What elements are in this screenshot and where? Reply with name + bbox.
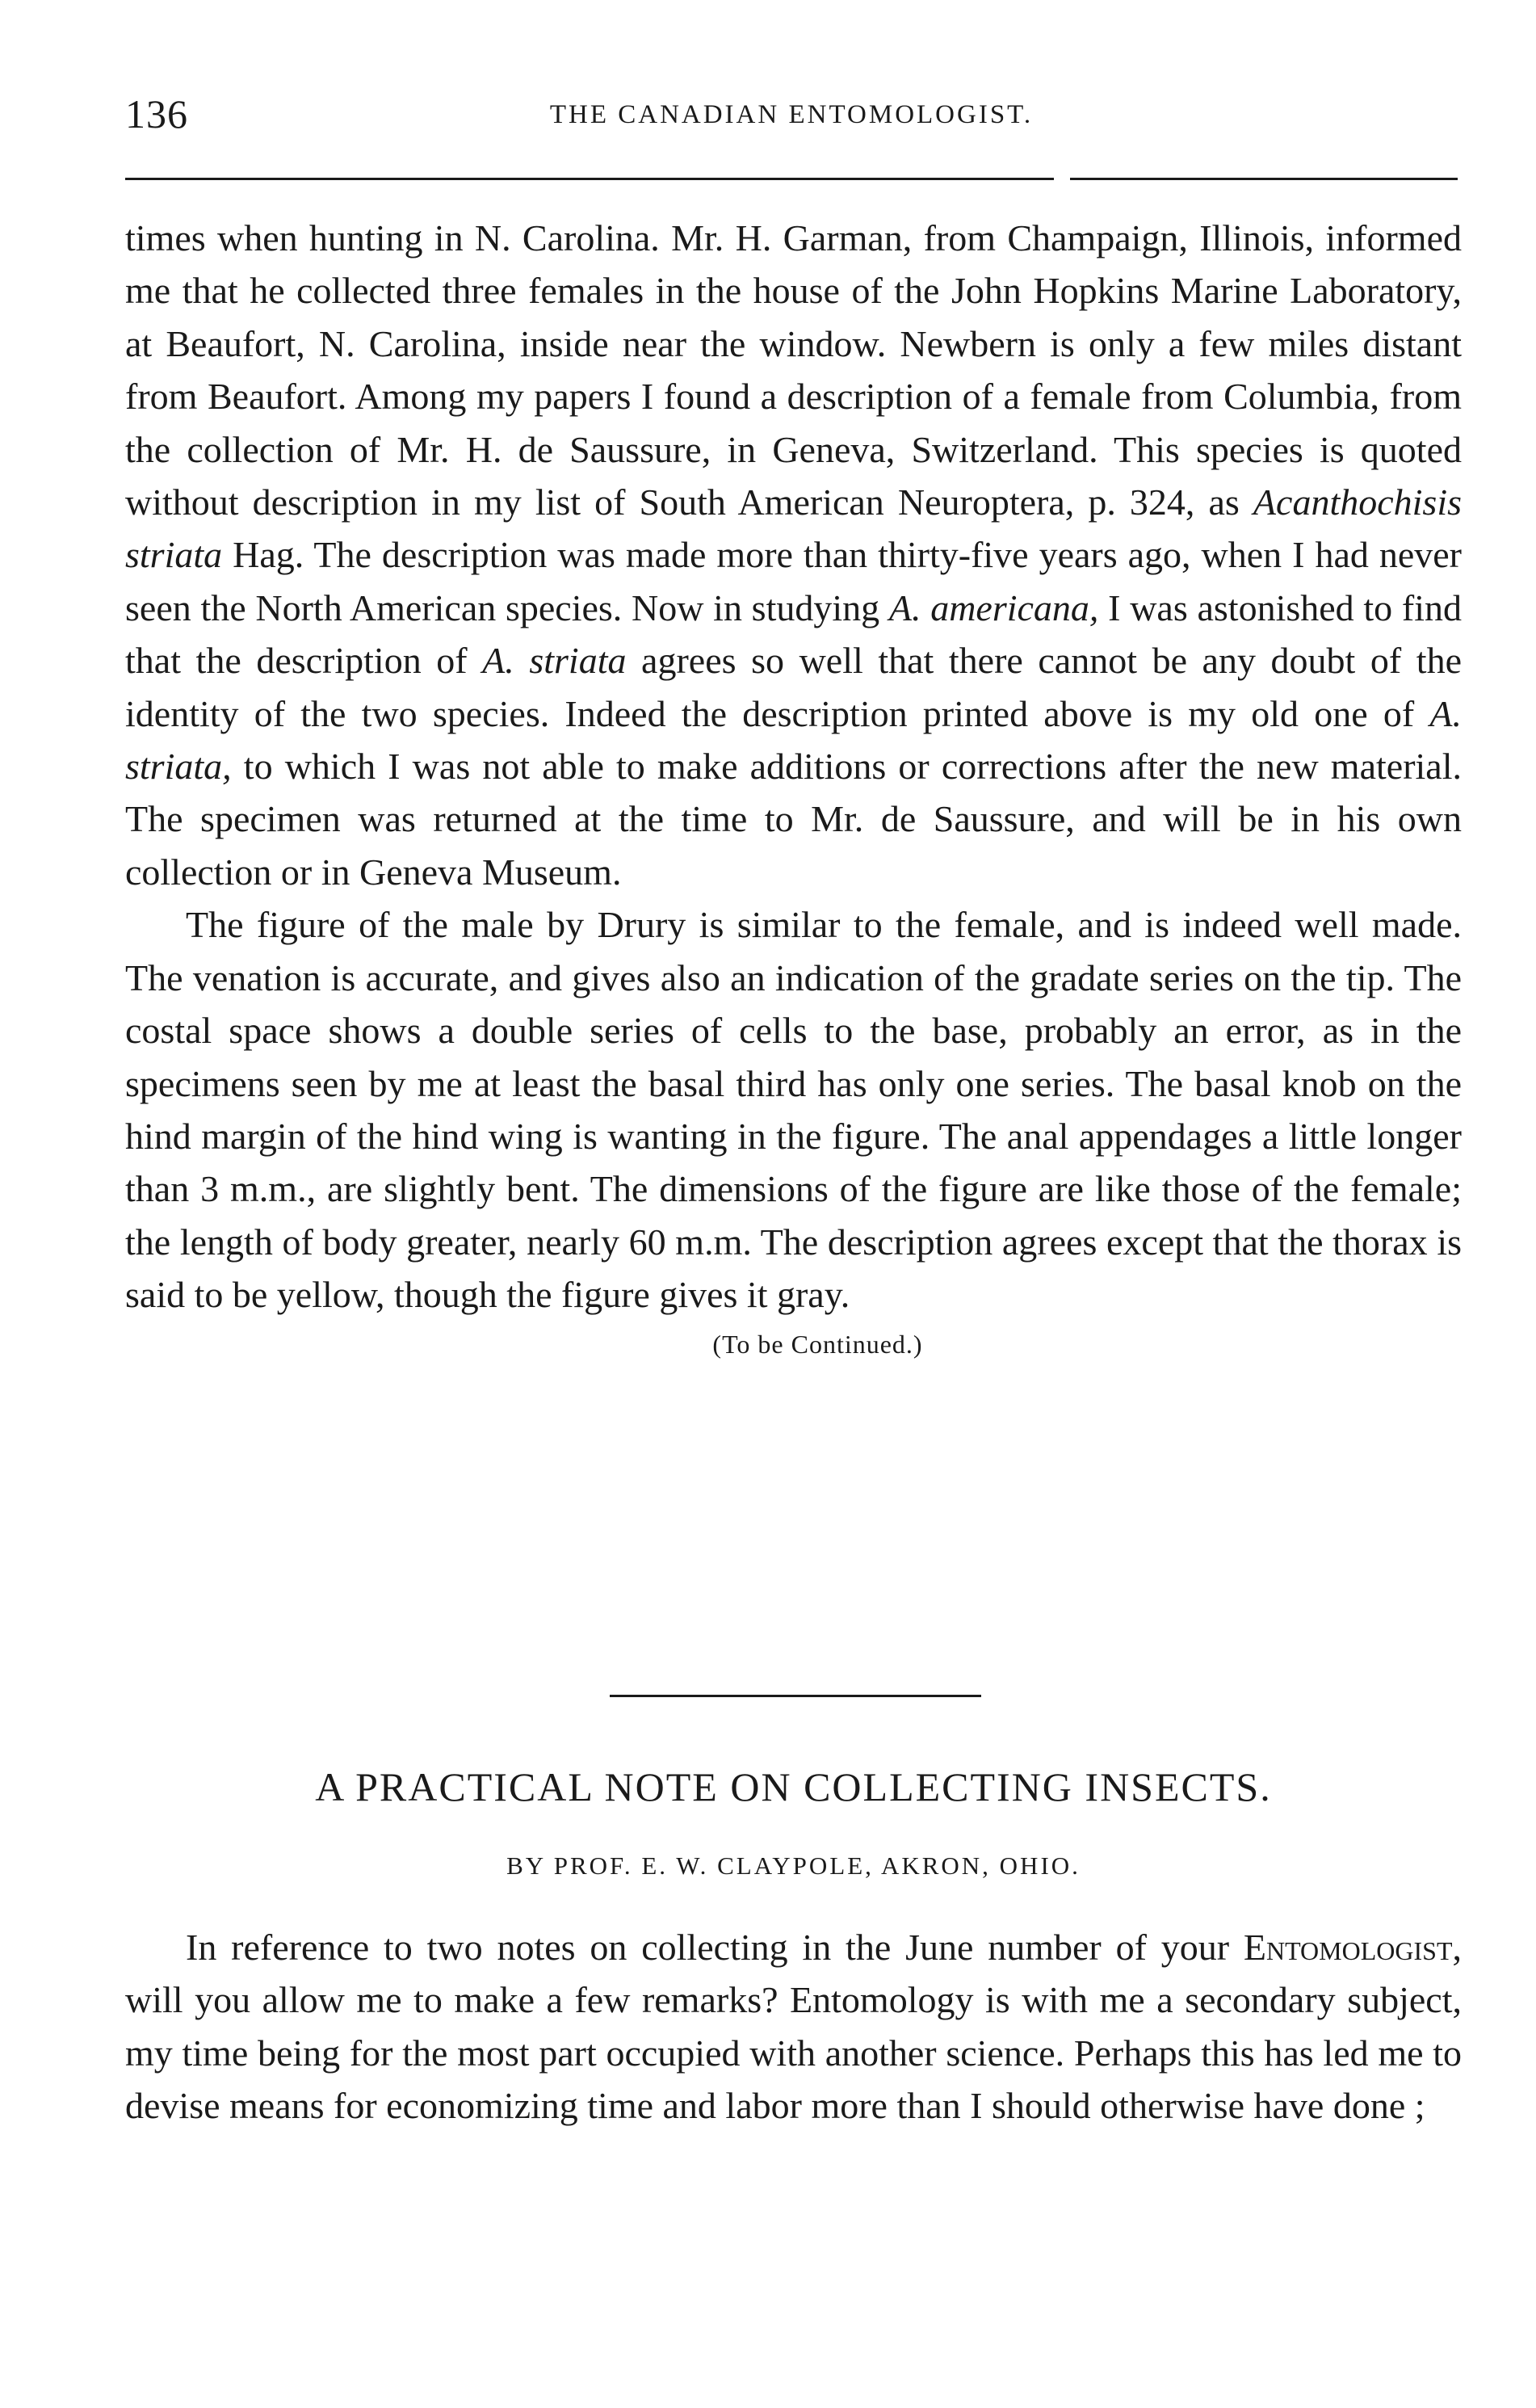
text-run: to which I was not able to make additions or corrections after the new material. The specimen was returned at the time to Mr. de Saussure, and will be in his own collection or in Geneva Museum. — [125, 746, 1462, 893]
text-run: I was astonished to find that the description of — [125, 586, 1462, 682]
new-article — [125, 1921, 1462, 2133]
article-title: A PRACTICAL NOTE ON COLLECTING INSECTS. — [315, 1764, 1272, 1809]
species-name: A. striata — [482, 640, 627, 682]
paragraph-intro — [125, 1921, 1462, 2133]
species-name: Acanthochisis striata — [125, 481, 1462, 576]
continued-article — [125, 212, 1462, 1359]
species-name: A. striata, — [125, 692, 1462, 788]
header-rule-right — [1070, 178, 1458, 180]
header-rule — [125, 178, 1054, 180]
journal-name: Entomologist — [1243, 1927, 1453, 1968]
article-byline: BY PROF. E. W. CLAYPOLE, AKRON, OHIO. — [506, 1851, 1081, 1880]
text-run: Hag. The description was made more than thirty-five years ago, when I had never seen the North American species. Now in studying — [125, 534, 1462, 628]
page-header — [125, 90, 1458, 139]
paragraph-drury-figure: The figure of the male by Drury is similar to the female, and is indeed well made. The venation is accurate, and gives also an indication of the gradate series on the tip. The costal space shows a double series of cells to the base, probably an error, as in the specimens seen by me at least the basal third has only one series. The basal knob on the hind margin of the hind wing is wanting in the figure. The anal appendages a little longer than 3 m.m., are slightly bent. The dimensions of the figure are like those of the female; the length of body greater, nearly 60 m.m. The description agrees except that the thorax is said to be yellow, though the figure gives it gray. — [125, 904, 1462, 1316]
text-run: In reference to two notes on collecting in the June number of your — [186, 1927, 1244, 1968]
section-divider — [610, 1695, 981, 1697]
species-name: A. americana, — [888, 586, 1099, 628]
paragraph-continued — [125, 212, 1462, 898]
to-be-continued-note: (To be Continued.) — [712, 1329, 923, 1359]
text-run: agrees so well that there cannot be any doubt of the identity of the two species. Indeed the description printed above is my old one of — [125, 640, 1462, 734]
running-head: THE CANADIAN ENTOMOLOGIST. — [549, 100, 1034, 129]
page-number: 136 — [125, 91, 188, 137]
text-run: times when hunting in N. Carolina. Mr. H. Garman, from Champaign, Illinois, informed me that he collected three females in the house of the John Hopkins Marine Laboratory, at Beaufort, N. Carolina, inside near the window. Newbern is only a few miles distant from Beaufort. Among my papers I found a description of a female from Columbia, from the collection of Mr. H. de Saussure, in Geneva, Switzerland. This species is quoted without description in my list of South American Neuroptera, p. 324, as — [125, 217, 1462, 523]
text-run: , will you allow me to make a few remarks? Entomology is with me a secondary subject, my time being for the most part occupied with another science. Perhaps this has led me to devise means for economizing time and labor more than I should otherwise have done ; — [125, 1927, 1462, 2127]
